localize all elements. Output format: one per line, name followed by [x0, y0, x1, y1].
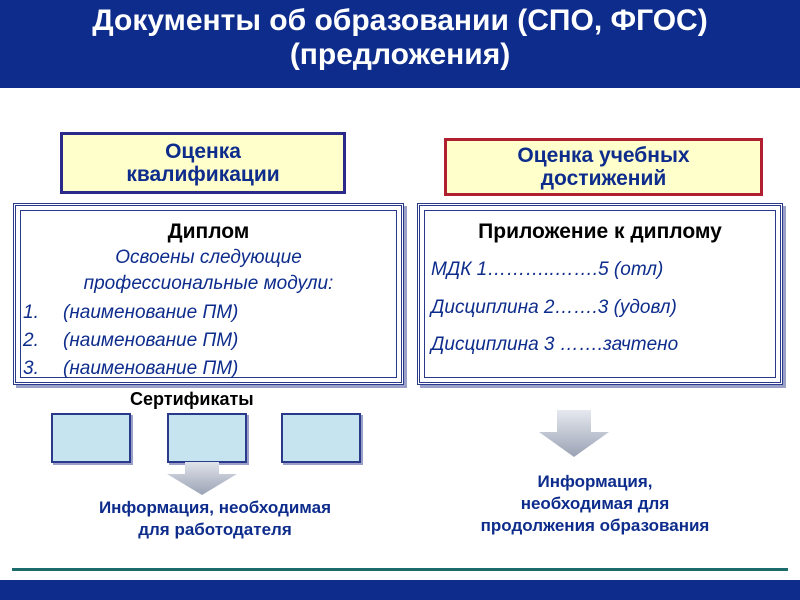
qualification-assessment-text: Оценка квалификации: [126, 140, 280, 186]
employer-info-text: Информация, необходимая для работодателя: [98, 498, 332, 539]
certificate-box: [167, 413, 247, 463]
down-arrow-icon: [165, 462, 239, 496]
appendix-heading: Приложение к диплому: [478, 220, 722, 243]
module-name: (наименование ПМ): [63, 302, 239, 323]
list-item: [21, 355, 238, 383]
list-number: 2.: [23, 330, 39, 351]
appendix-line: Дисциплина 3 …….зачтено: [431, 334, 679, 355]
title-banner: [0, 0, 800, 88]
diploma-subtitle: Освоены следующие профессиональные модули:: [83, 247, 334, 294]
education-info-text: Информация, необходимая для продолжения образования: [480, 472, 710, 535]
achievement-assessment-label: [444, 138, 763, 196]
module-name: (наименование ПМ): [63, 358, 239, 379]
module-name: (наименование ПМ): [63, 330, 239, 351]
appendix-panel-inner: [424, 210, 776, 378]
appendix-panel: [417, 203, 783, 385]
certificate-box: [281, 413, 361, 463]
list-number: 1.: [23, 302, 39, 323]
certificates-title: Сертификаты: [130, 389, 254, 409]
diploma-panel: [13, 203, 404, 385]
list-number: 3.: [23, 358, 39, 379]
list-item: [21, 327, 238, 355]
achievement-assessment-text: Оценка учебных достижений: [517, 144, 690, 190]
certificate-box: [51, 413, 131, 463]
list-item: [21, 299, 238, 327]
page-title: Документы об образовании (СПО, ФГОС) (предложения): [92, 4, 708, 71]
module-list: [21, 299, 238, 383]
appendix-line: МДК 1………..…….5 (отл): [431, 259, 664, 280]
qualification-assessment-label: [60, 132, 346, 194]
diploma-heading: Диплом: [167, 220, 250, 243]
footer-bar: [0, 580, 800, 600]
footer-divider: [12, 568, 788, 571]
diploma-panel-inner: [20, 210, 397, 378]
appendix-line: Дисциплина 2…….3 (удовл): [431, 297, 677, 318]
down-arrow-icon: [537, 410, 611, 458]
